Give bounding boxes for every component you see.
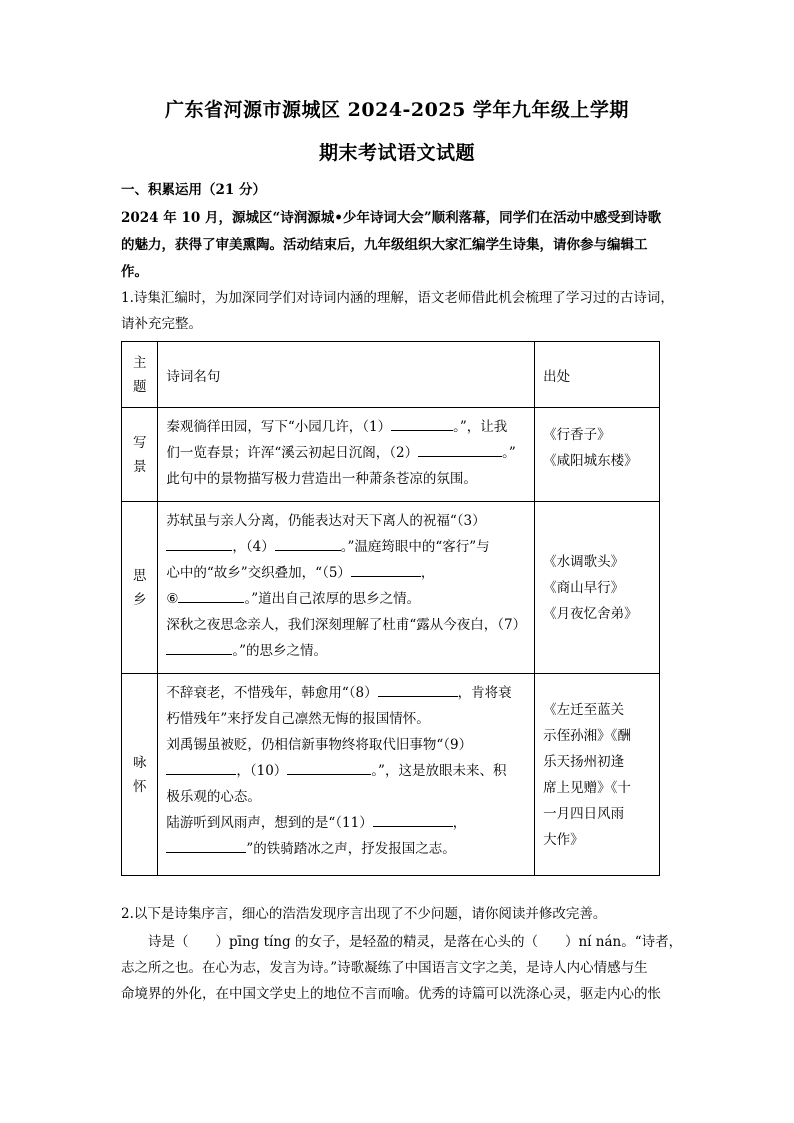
table-row — [122, 502, 660, 674]
source-line: 《商山早行》 — [543, 579, 625, 596]
source-line: 《月夜忆舍弟》 — [543, 605, 638, 622]
cell-text: 。”温庭筠眼中的“客行”与 — [340, 539, 490, 555]
answer-blank[interactable] — [391, 416, 453, 431]
answer-blank[interactable] — [418, 442, 502, 457]
row-theme — [122, 502, 158, 674]
cell-text: ”的铁骑踏冰之声，抒发报国之志。 — [246, 841, 456, 857]
cell-line — [166, 638, 526, 664]
row-theme-text: 写景 — [132, 434, 147, 475]
cell-text: 。”，让我 — [453, 419, 508, 435]
exam-title-line1: 广东省河源市源城区 2024-2025 学年九年级上学期 — [165, 99, 629, 121]
cell-line: 苏轼虽与亲人分离，仍能表达对天下离人的祝福“（3） — [166, 513, 486, 529]
cell-text: 秦观徜徉田园，写下“小园几许，（1） — [166, 419, 392, 435]
cell-line: 深秋之夜思念亲人，我们深刻理解了杜甫“露从今夜白，（7） — [166, 617, 527, 633]
q1-line-1: 1.诗集汇编时，为加深同学们对诗词内涵的理解，语文老师借此机会梳理了学习过的古诗词， — [121, 290, 674, 306]
row-source — [535, 408, 660, 502]
source-line: 一月四日风雨 — [543, 805, 625, 822]
answer-blank[interactable] — [166, 640, 232, 655]
intro-line-3: 作。 — [121, 264, 148, 280]
header-theme-text: 主题 — [132, 354, 147, 395]
table-row — [122, 408, 660, 502]
cell-line: 极乐观的心态。 — [166, 789, 261, 805]
header-source: 出处 — [535, 342, 660, 408]
cell-line: 朽惜残年”来抒发自己凛然无悔的报国情怀。 — [166, 711, 430, 727]
answer-blank[interactable] — [373, 812, 453, 827]
cell-text: 。”道出自己浓厚的思乡之情。 — [244, 591, 421, 607]
cell-line — [166, 534, 526, 560]
source-line: 《咸阳城东楼》 — [543, 453, 638, 469]
cell-text: 心中的“故乡”交织叠加，“（5） — [166, 565, 351, 581]
row-theme — [122, 408, 158, 502]
answer-blank[interactable] — [287, 760, 371, 775]
exam-title-line2: 期末考试语文试题 — [318, 142, 475, 164]
cell-text: ， — [452, 815, 467, 831]
intro-line-1: 2024 年 10 月，源城区“诗润源城•少年诗词大会”顺利落幕，同学们在活动中感受到诗歌 — [121, 210, 662, 226]
cell-text: 。” — [502, 445, 516, 461]
cell-text: 不辞衰老，不惜残年，韩愈用“（8） — [166, 685, 378, 701]
q2-line-1: 2.以下是诗集序言，细心的浩浩发现序言出现了不少问题，请你阅读并修改完善。 — [121, 906, 607, 922]
answer-blank[interactable] — [166, 838, 246, 853]
cell-line — [166, 440, 526, 466]
source-line: 乐天扬州初逢 — [543, 753, 625, 770]
source-line: 《行香子》 — [543, 427, 611, 443]
row-theme-text: 思乡 — [132, 567, 147, 608]
header-theme — [122, 342, 158, 408]
source-line: 大作》 — [543, 831, 584, 848]
row-source — [535, 502, 660, 674]
table-header-row — [122, 342, 660, 408]
cell-text: 。”的思乡之情。 — [232, 643, 328, 659]
intro-line-2: 的魅力，获得了审美熏陶。活动结束后，九年级组织大家汇编学生诗集，请你参与编辑工 — [121, 237, 648, 253]
q2-line-3: 志之所之也。在心为志，发言为诗。”诗歌凝练了中国语言文字之美，是诗人内心情感与生 — [121, 960, 648, 976]
row-theme-text: 咏怀 — [132, 754, 147, 795]
answer-blank[interactable] — [275, 536, 341, 551]
cell-line — [166, 560, 526, 586]
cell-line — [166, 680, 526, 706]
table-row — [122, 674, 660, 876]
cell-text: ，肯将衰 — [457, 685, 512, 701]
source-line: 席上见赠》《十 — [543, 779, 631, 796]
cell-line — [166, 758, 526, 784]
row-theme — [122, 674, 158, 876]
header-lines: 诗词名句 — [158, 342, 535, 408]
cell-line — [166, 414, 526, 440]
cell-text: ，（10） — [236, 763, 288, 779]
section-heading: 一、积累运用（21 分） — [121, 182, 266, 198]
source-line: 《左迁至蓝关 — [543, 701, 625, 718]
row-source — [535, 674, 660, 876]
poem-table — [121, 341, 660, 876]
source-line: 示侄孙湘》《酬 — [543, 727, 631, 744]
answer-blank[interactable] — [166, 760, 236, 775]
cell-line — [166, 836, 526, 862]
cell-text: 。”，这是放眼未来、积 — [371, 763, 507, 779]
answer-blank[interactable] — [166, 536, 232, 551]
q2-line-2: 诗是（ ）pīng tíng 的女子，是轻盈的精灵，是落在心头的（ ）ní nán。“诗者， — [148, 934, 683, 950]
source-line: 《水调歌头》 — [543, 553, 625, 570]
cell-line — [166, 586, 526, 612]
cell-line: 此句中的景物描写极力营造出一种萧条苍凉的氛围。 — [166, 471, 477, 487]
row-lines — [158, 408, 535, 502]
cell-line: 刘禹锡虽被贬，仍相信新事物终将取代旧事物“（9） — [166, 737, 473, 753]
row-lines — [158, 502, 535, 674]
cell-text: ，（4） — [232, 539, 275, 555]
cell-line — [166, 810, 526, 836]
answer-blank[interactable] — [378, 682, 458, 697]
cell-text: ⑥ — [166, 591, 179, 607]
cell-text: 陆游听到风雨声，想到的是“（11） — [166, 815, 373, 831]
q1-line-2: 请补充完整。 — [121, 316, 202, 332]
row-lines — [158, 674, 535, 876]
q2-line-4: 命境界的外化，在中国文学史上的地位不言而喻。优秀的诗篇可以洗涤心灵，驱走内心的怅 — [121, 986, 661, 1002]
answer-blank[interactable] — [351, 562, 421, 577]
cell-text: ， — [420, 565, 435, 581]
cell-text: 们一览春景；许浑“溪云初起日沉阁，（2） — [166, 445, 419, 461]
answer-blank[interactable] — [178, 588, 244, 603]
